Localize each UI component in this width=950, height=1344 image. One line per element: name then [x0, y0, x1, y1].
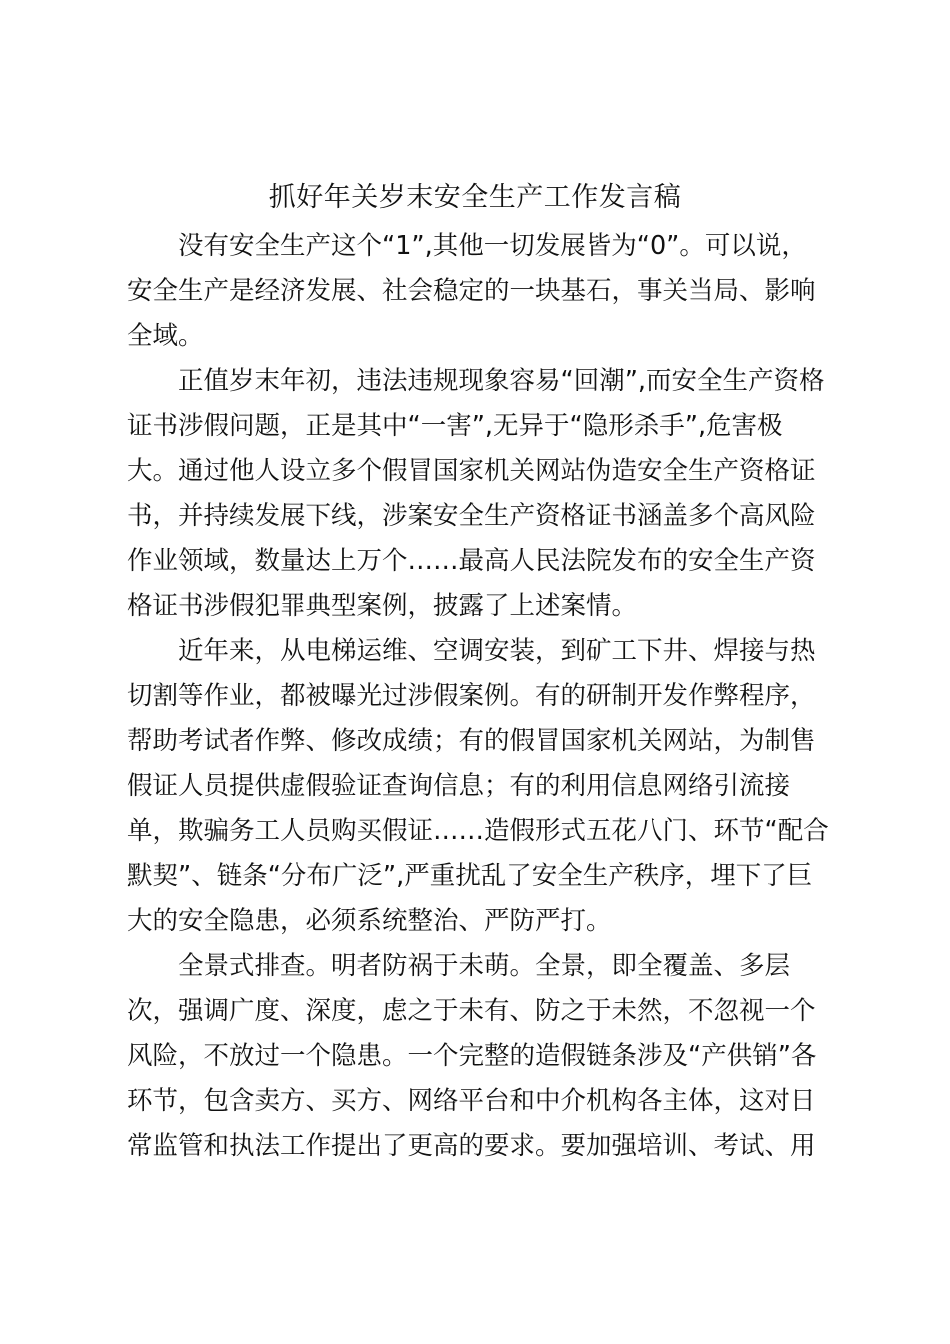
text-line: 帮助考试者作弊、修改成绩；有的假冒国家机关网站，为制售 [127, 726, 816, 756]
text-line: 默契”、链条“分布广泛”,严重扰乱了安全生产秩序，埋下了巨 [127, 861, 813, 891]
text-line: 作业领域，数量达上万个……最高人民法院发布的安全生产资 [127, 546, 816, 576]
text-line: 书，并持续发展下线，涉案安全生产资格证书涵盖多个高风险 [127, 501, 816, 531]
text-line: 全域。 [127, 321, 204, 351]
text-line: 切割等作业，都被曝光过涉假案例。有的研制开发作弊程序， [127, 681, 816, 711]
text-line: 安全生产是经济发展、社会稳定的一块基石，事关当局、影响 [127, 276, 816, 306]
text-line: 没有安全生产这个“1”,其他一切发展皆为“0”。可以说， [178, 231, 807, 261]
text-line: 假证人员提供虚假验证查询信息；有的利用信息网络引流接 [127, 771, 791, 801]
text-line: 正值岁末年初，违法违规现象容易“回潮”,而安全生产资格 [178, 366, 825, 396]
text-line: 大。通过他人设立多个假冒国家机关网站伪造安全生产资格证 [127, 456, 816, 486]
text-line: 环节，包含卖方、买方、网络平台和中介机构各主体，这对日 [127, 1086, 816, 1116]
text-line: 近年来，从电梯运维、空调安装，到矿工下井、焊接与热 [178, 636, 816, 666]
text-line: 次，强调广度、深度，虑之于未有、防之于未然，不忽视一个 [127, 996, 816, 1026]
text-line: 全景式排查。明者防祸于未萌。全景，即全覆盖、多层 [178, 951, 791, 981]
text-line: 风险，不放过一个隐患。一个完整的造假链条涉及“产供销”各 [127, 1041, 817, 1071]
text-line: 大的安全隐患，必须系统整治、严防严打。 [127, 906, 612, 936]
text-line: 格证书涉假犯罪典型案例，披露了上述案情。 [127, 591, 638, 621]
document-title: 抓好年关岁末安全生产工作发言稿 [268, 182, 682, 213]
text-line: 证书涉假问题，正是其中“一害”,无异于“隐形杀手”,危害极 [127, 411, 783, 441]
text-line: 单，欺骗务工人员购买假证……造假形式五花八门、环节“配合 [127, 816, 829, 846]
text-line: 常监管和执法工作提出了更高的要求。要加强培训、考试、用 [127, 1131, 816, 1161]
